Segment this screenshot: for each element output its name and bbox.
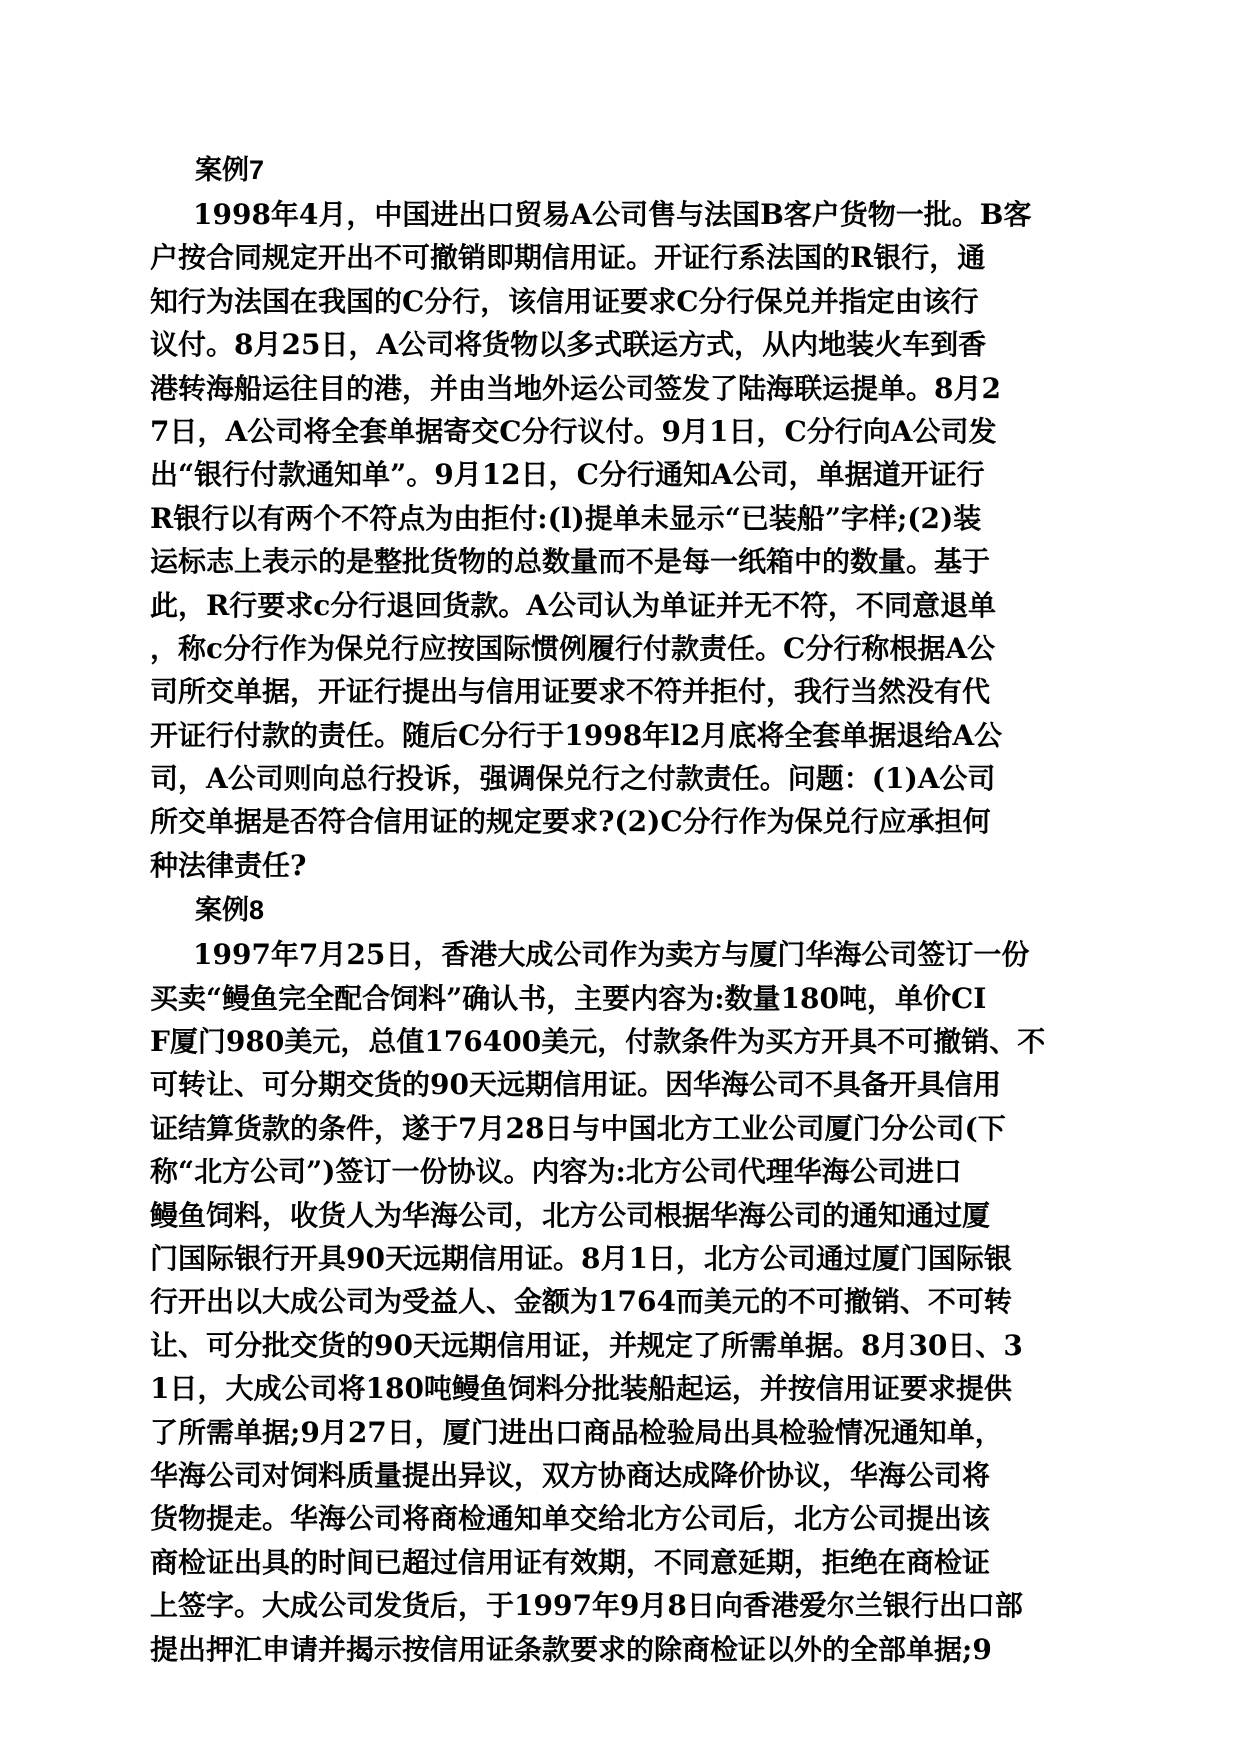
case-8-line: 提出押汇申请并揭示按信用证条款要求的除商检证以外的全部单据;9 <box>150 1632 992 1666</box>
case-7-line: 知行为法国在我国的C分行，该信用证要求C分行保兑并指定由该行 <box>150 284 979 318</box>
case-7-line: 户按合同规定开出不可撤销即期信用证。开证行系法国的R银行，通 <box>150 241 986 275</box>
case-7-line: ，称c分行作为保兑行应按国际惯例履行付款责任。C分行称根据A公 <box>150 631 996 665</box>
case-7-title: 案例7 <box>195 155 265 185</box>
case-8-line: 可转让、可分期交货的90天远期信用证。因华海公司不具备开具信用 <box>150 1068 1001 1102</box>
case-7-line: 港转海船运往目的港，并由当地外运公司签发了陆海联运提单。8月2 <box>150 371 1001 405</box>
case-8-body <box>150 933 1090 1671</box>
case-8-line: 1日，大成公司将180吨鳗鱼饲料分批装船起运，并按信用证要求提供 <box>150 1372 1012 1406</box>
case-7-line: 出“银行付款通知单”。9月12日，C分行通知A公司，单据道开证行 <box>150 458 985 492</box>
case-8-line: 鳗鱼饲料，收货人为华海公司，北方公司根据华海公司的通知通过厦 <box>150 1198 991 1232</box>
case-7-body <box>150 193 1090 887</box>
case-7-line: 1998年4月，中国进出口贸易A公司售与法国B客户货物一批。B客 <box>193 198 1032 231</box>
case-8-line: 门国际银行开具90天远期信用证。8月1日，北方公司通过厦门国际银 <box>150 1241 1012 1275</box>
case-8-line: 1997年7月25日，香港大成公司作为卖方与厦门华海公司签订一份 <box>193 938 1030 972</box>
case-7-line: 议付。8月25日，A公司将货物以多式联运方式，从内地装火车到香 <box>150 328 987 362</box>
case-7-section <box>150 147 1090 887</box>
case-8-line: 证结算货款的条件，遂于7月28日与中国北方工业公司厦门分公司(下 <box>150 1111 1006 1145</box>
document-page <box>150 147 1090 1671</box>
case-7-line: 此，R行要求c分行退回货款。A公司认为单证并无不符，不同意退单 <box>150 588 997 622</box>
case-7-line: 7日，A公司将全套单据寄交C分行议付。9月1日，C分行向A公司发 <box>150 414 997 448</box>
case-8-line: 商检证出具的时间已超过信用证有效期，不同意延期，拒绝在商检证 <box>150 1545 991 1579</box>
case-8-line: 让、可分批交货的90天远期信用证，并规定了所需单据。8月30日、3 <box>150 1328 1023 1362</box>
case-8-line: F厦门980美元，总值176400美元，付款条件为买方开具不可撤销、不 <box>150 1025 1046 1059</box>
case-8-line: 了所需单据;9月27日，厦门进出口商品检验局出具检验情况通知单， <box>150 1415 1003 1449</box>
case-7-line: R银行以有两个不符点为由拒付:(l)提单未显示“已装船”字样;(2)装 <box>150 501 982 535</box>
case-7-line: 司，A公司则向总行投诉，强调保兑行之付款责任。问题：(1)A公司 <box>150 762 996 796</box>
case-8-title: 案例8 <box>195 895 265 926</box>
case-8-line: 称“北方公司”)签订一份协议。内容为:北方公司代理华海公司进口 <box>150 1155 962 1189</box>
case-7-line: 所交单据是否符合信用证的规定要求?(2)C分行作为保兑行应承担何 <box>150 805 991 839</box>
case-8-section <box>150 887 1090 1671</box>
case-8-line: 买卖“鳗鱼完全配合饲料”确认书，主要内容为:数量180吨，单价CI <box>150 981 987 1015</box>
case-8-line: 上签字。大成公司发货后，于1997年9月8日向香港爱尔兰银行出口部 <box>150 1589 1023 1623</box>
case-8-line: 货物提走。华海公司将商检通知单交给北方公司后，北方公司提出该 <box>150 1502 991 1536</box>
case-7-line: 种法律责任? <box>150 848 307 882</box>
case-8-line: 行开出以大成公司为受益人、金额为1764而美元的不可撤销、不可转 <box>150 1285 1012 1319</box>
case-8-line: 华海公司对饲料质量提出异议，双方协商达成降价协议，华海公司将 <box>150 1458 991 1492</box>
case-7-line: 运标志上表示的是整批货物的总数量而不是每一纸箱中的数量。基于 <box>150 545 991 579</box>
case-7-line: 开证行付款的责任。随后C分行于1998年l2月底将全套单据退给A公 <box>150 718 1003 752</box>
case-7-line: 司所交单据，开证行提出与信用证要求不符并拒付，我行当然没有代 <box>150 675 991 709</box>
